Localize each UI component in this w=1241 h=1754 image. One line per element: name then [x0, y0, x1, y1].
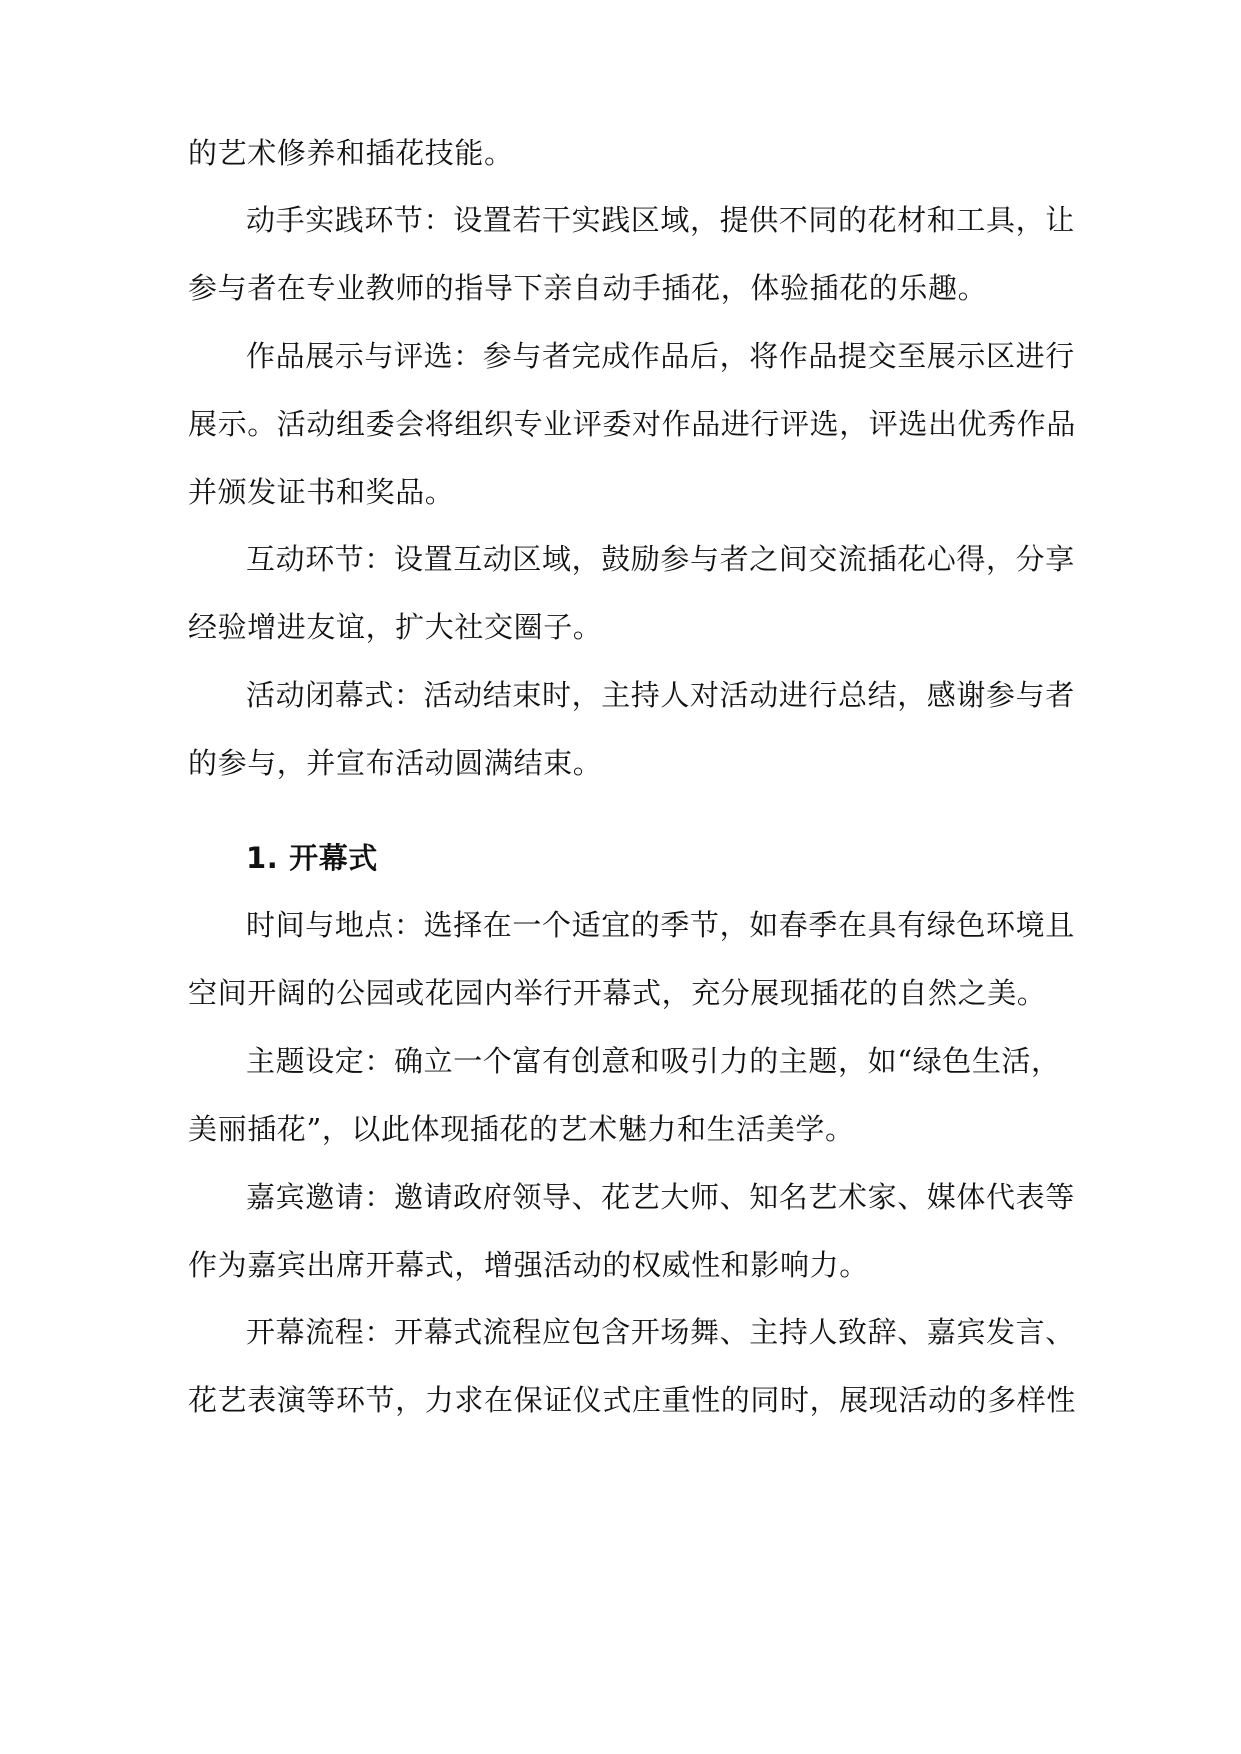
paragraph-line: 空间开阔的公园或花园内举行开幕式，充分展现插花的自然之美。 — [188, 976, 1047, 1010]
paragraph-line: 作为嘉宾出席开幕式，增强活动的权威性和影响力。 — [188, 1248, 869, 1282]
paragraph-line: 作品展示与评选：参与者完成作品后，将作品提交至展示区进行 — [246, 339, 1075, 373]
paragraph-line: 展示。活动组委会将组织专业评委对作品进行评选，评选出优秀作品 — [188, 407, 1077, 441]
paragraph-line: 主题设定：确立一个富有创意和吸引力的主题，如“绿色生活， — [246, 1044, 1061, 1078]
section-heading: 1. 开幕式 — [246, 841, 378, 875]
paragraph-line: 参与者在专业教师的指导下亲自动手插花，体验插花的乐趣。 — [188, 271, 988, 305]
paragraph-line: 并颁发证书和奖品。 — [188, 475, 455, 509]
paragraph-line: 美丽插花”，以此体现插花的艺术魅力和生活美学。 — [188, 1112, 855, 1146]
paragraph-line: 互动环节：设置互动区域，鼓励参与者之间交流插花心得，分享 — [246, 542, 1075, 576]
paragraph-line: 花艺表演等环节，力求在保证仪式庄重性的同时，展现活动的多样性 — [188, 1383, 1077, 1417]
paragraph-line: 的参与，并宣布活动圆满结束。 — [188, 746, 603, 780]
paragraph-line: 嘉宾邀请：邀请政府领导、花艺大师、知名艺术家、媒体代表等 — [246, 1180, 1075, 1214]
paragraph-line: 开幕流程：开幕式流程应包含开场舞、主持人致辞、嘉宾发言、 — [246, 1315, 1075, 1349]
paragraph-line: 动手实践环节：设置若干实践区域，提供不同的花材和工具，让 — [246, 203, 1075, 237]
paragraph-line: 活动闭幕式：活动结束时，主持人对活动进行总结，感谢参与者 — [246, 678, 1075, 712]
paragraph-line: 经验增进友谊，扩大社交圈子。 — [188, 610, 603, 644]
paragraph-line: 时间与地点：选择在一个适宜的季节，如春季在具有绿色环境且 — [246, 908, 1075, 942]
paragraph-line: 的艺术修养和插花技能。 — [188, 136, 514, 170]
